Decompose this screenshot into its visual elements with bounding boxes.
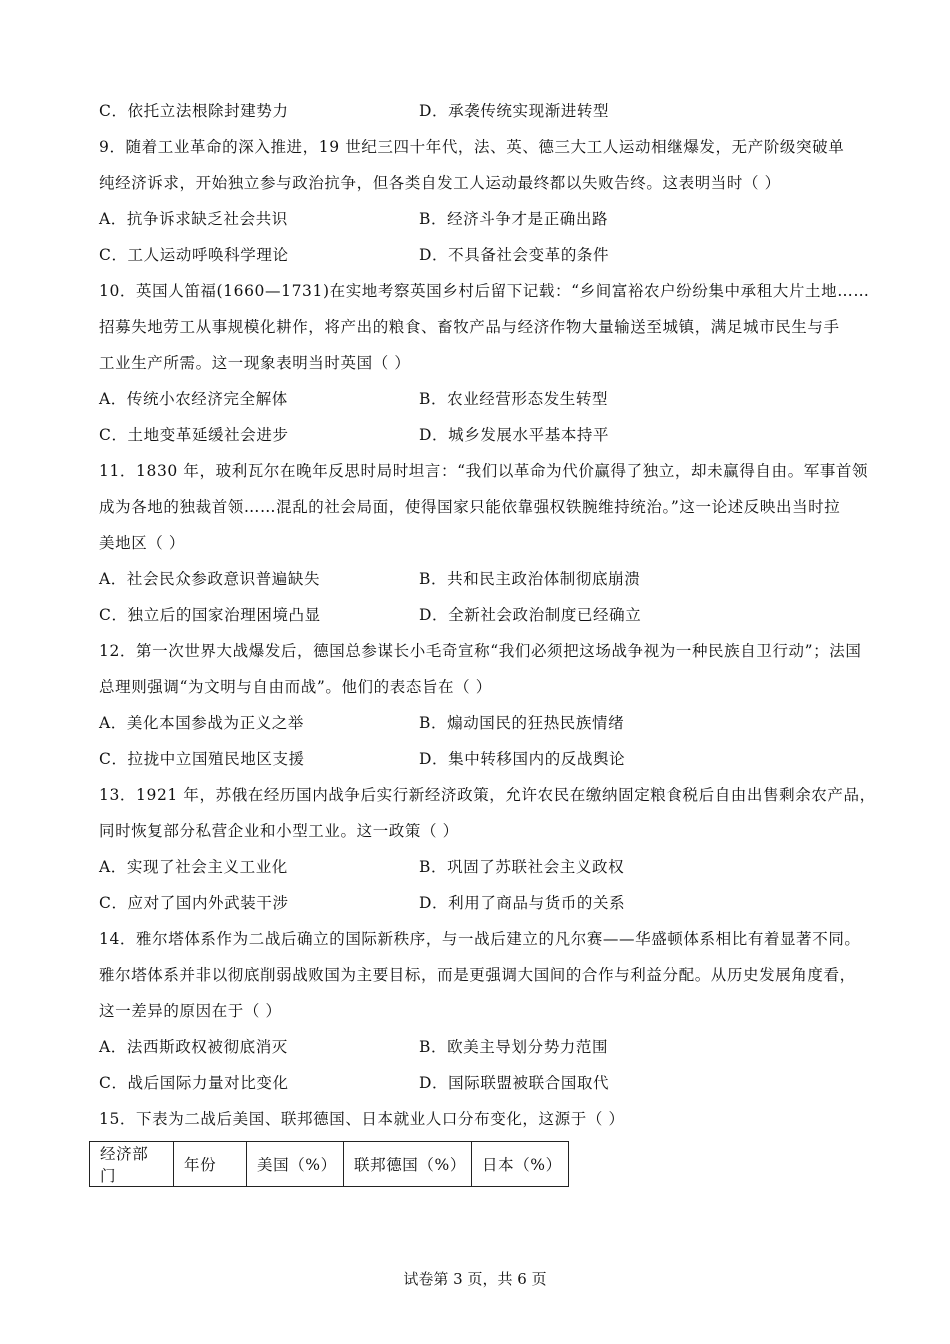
question-12-line-1: 12．第一次世界大战爆发后，德国总参谋长小毛奇宣称“我们必须把这场战争视为一种民族自卫行动”；法国 bbox=[99, 642, 862, 660]
option-9c: C．工人运动呼唤科学理论 bbox=[99, 246, 289, 264]
option-11a: A．社会民众参政意识普遍缺失 bbox=[99, 570, 321, 588]
option-10a: A．传统小农经济完全解体 bbox=[99, 390, 288, 408]
option-12a: A．美化本国参战为正义之举 bbox=[99, 714, 304, 732]
table-header-usa: 美国（%） bbox=[247, 1142, 344, 1187]
option-8d: D．承袭传统实现渐进转型 bbox=[419, 102, 610, 120]
table-header-sector: 经济部门 bbox=[90, 1142, 174, 1187]
question-14-line-1: 14．雅尔塔体系作为二战后确立的国际新秩序，与一战后建立的凡尔赛——华盛顿体系相比有着显著不同。 bbox=[99, 930, 861, 948]
question-14-line-2: 雅尔塔体系并非以彻底削弱战败国为主要目标，而是更强调大国间的合作与利益分配。从历史发展角度看， bbox=[99, 966, 856, 984]
option-13c: C．应对了国内外武装干涉 bbox=[99, 894, 289, 912]
option-8c: C．依托立法根除封建势力 bbox=[99, 102, 289, 120]
question-10-line-2: 招募失地劳工从事规模化耕作，将产出的粮食、畜牧产品与经济作物大量输送至城镇，满足城市民生与手 bbox=[99, 318, 840, 336]
option-12d: D．集中转移国内的反战舆论 bbox=[419, 750, 626, 768]
page-footer: 试卷第 3 页，共 6 页 bbox=[403, 1270, 547, 1288]
employment-table bbox=[89, 1141, 569, 1187]
question-13-line-2: 同时恢复部分私营企业和小型工业。这一政策（ ） bbox=[99, 822, 459, 840]
question-11-line-2: 成为各地的独裁首领……混乱的社会局面，使得国家只能依靠强权铁腕维持统治。”这一论述反映出当时拉 bbox=[99, 498, 841, 516]
question-9-line-1: 9．随着工业革命的深入推进，19 世纪三四十年代，法、英、德三大工人运动相继爆发，无产阶级突破单 bbox=[99, 138, 845, 156]
question-11-line-1: 11．1830 年，玻利瓦尔在晚年反思时局时坦言：“我们以革命为代价赢得了独立，却未赢得自由。军事首领 bbox=[99, 462, 869, 480]
table-header-west-germany: 联邦德国（%） bbox=[344, 1142, 472, 1187]
option-11b: B．共和民主政治体制彻底崩溃 bbox=[419, 570, 641, 588]
table-header-japan: 日本（%） bbox=[472, 1142, 569, 1187]
option-14c: C．战后国际力量对比变化 bbox=[99, 1074, 289, 1092]
option-11d: D．全新社会政治制度已经确立 bbox=[419, 606, 642, 624]
question-14-line-3: 这一差异的原因在于（ ） bbox=[99, 1002, 282, 1020]
question-13-line-1: 13．1921 年，苏俄在经历国内战争后实行新经济政策，允许农民在缴纳固定粮食税后自由出售剩余农产品， bbox=[99, 786, 876, 804]
question-10-line-3: 工业生产所需。这一现象表明当时英国（ ） bbox=[99, 354, 411, 372]
option-10b: B．农业经营形态发生转型 bbox=[419, 390, 609, 408]
option-12c: C．拉拢中立国殖民地区支援 bbox=[99, 750, 305, 768]
option-9d: D．不具备社会变革的条件 bbox=[419, 246, 610, 264]
question-12-line-2: 总理则强调“为文明与自由而战”。他们的表态旨在（ ） bbox=[99, 678, 492, 696]
option-9a: A．抗争诉求缺乏社会共识 bbox=[99, 210, 288, 228]
table-header-row bbox=[90, 1142, 569, 1187]
option-11c: C．独立后的国家治理困境凸显 bbox=[99, 606, 321, 624]
option-14d: D．国际联盟被联合国取代 bbox=[419, 1074, 610, 1092]
option-13a: A．实现了社会主义工业化 bbox=[99, 858, 288, 876]
option-13d: D．利用了商品与货币的关系 bbox=[419, 894, 626, 912]
option-10c: C．土地变革延缓社会进步 bbox=[99, 426, 289, 444]
table-header-year: 年份 bbox=[174, 1142, 247, 1187]
option-12b: B．煽动国民的狂热民族情绪 bbox=[419, 714, 625, 732]
option-9b: B．经济斗争才是正确出路 bbox=[419, 210, 609, 228]
question-9-line-2: 纯经济诉求，开始独立参与政治抗争，但各类自发工人运动最终都以失败告终。这表明当时（ ） bbox=[99, 174, 781, 192]
question-11-line-3: 美地区（ ） bbox=[99, 534, 186, 552]
option-14a: A．法西斯政权被彻底消灭 bbox=[99, 1038, 288, 1056]
option-14b: B．欧美主导划分势力范围 bbox=[419, 1038, 609, 1056]
question-10-line-1: 10．英国人笛福(1660—1731)在实地考察英国乡村后留下记载：“乡间富裕农户纷纷集中承租大片土地…… bbox=[99, 282, 870, 300]
option-13b: B．巩固了苏联社会主义政权 bbox=[419, 858, 625, 876]
question-15-line-1: 15．下表为二战后美国、联邦德国、日本就业人口分布变化，这源于（ ） bbox=[99, 1110, 625, 1128]
option-10d: D．城乡发展水平基本持平 bbox=[419, 426, 610, 444]
